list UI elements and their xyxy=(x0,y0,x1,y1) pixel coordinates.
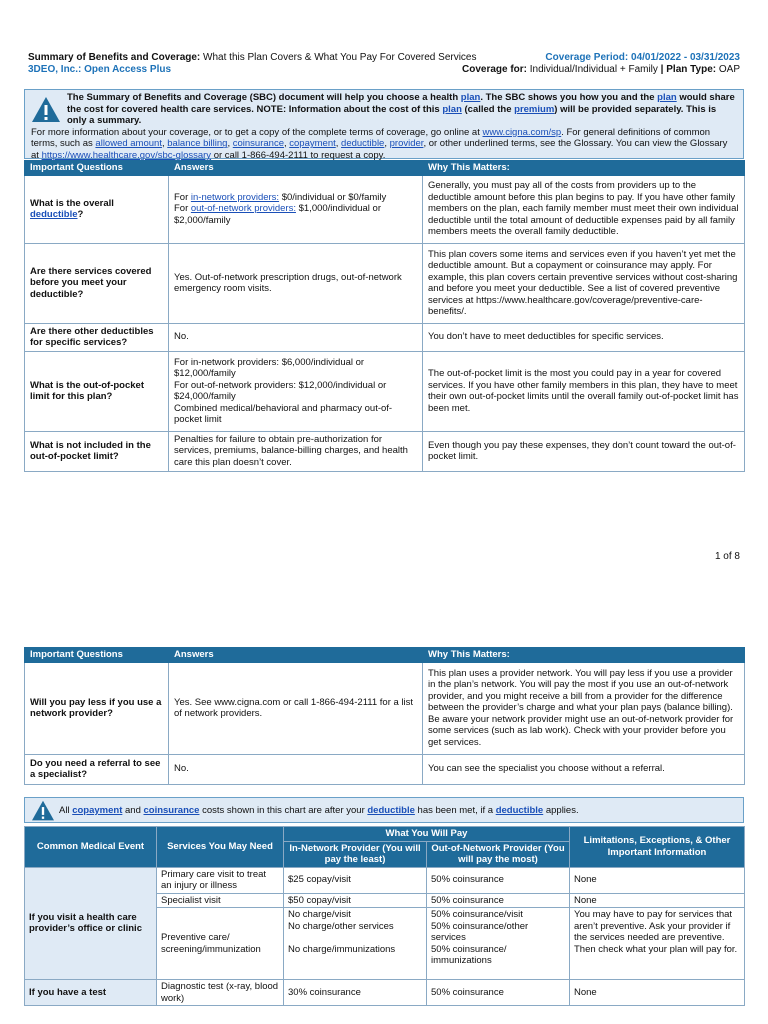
notice-part: ) will be provided separately. This is only a summary. xyxy=(67,103,717,127)
in-network-link[interactable]: in-network providers: xyxy=(190,191,280,203)
question-cell: Will you pay less if you use a network provider? xyxy=(25,662,169,754)
in-network-cost: $50 copay/visit xyxy=(284,893,427,908)
notice-text: The Summary of Benefits and Coverage (SBC) document will help you choose a health plan. The SBC shows you how you and the plan would share the cost for covered health care services. NOTE: Information about the cost of this plan (called the premium) will be provided separately. This is only a summary. For more information about your coverage, or to get a copy of the complete terms of coverage, go online at www.cigna.com/sp. For general definitions of common terms, such as allowed amount, balance billing, coinsurance, copayment, deductible, provider, or other underlined terms, see the Glossary. You can view the Glossary at https://www.healthcare.gov/sbc-glossary or call 1-866-494-2111 to request a copy. xyxy=(31,92,735,161)
why-cell: The out-of-pocket limit is the most you could pay in a year for covered services. If you have other family members in this plan, they have to meet their own out-of-pocket limits until the overall family out-of-pocket limit has been met. xyxy=(423,351,745,431)
page-number: 1 of 8 xyxy=(714,551,740,562)
col-header-event: Common Medical Event xyxy=(25,827,157,868)
copayment-link[interactable]: copayment xyxy=(72,805,123,816)
limitations-cell: You may have to pay for services that aren’t preventive. Ask your provider if the services needed are preventive. Then check what your plan will pay for. xyxy=(570,908,745,980)
premium-link[interactable]: premium xyxy=(514,103,555,115)
table-row xyxy=(25,980,745,1006)
important-questions-table-continued xyxy=(24,647,745,785)
table-row xyxy=(25,431,745,471)
sbc-notice xyxy=(24,89,744,159)
notice-part: (called the xyxy=(461,103,515,115)
col-header-what-you-pay: What You Will Pay xyxy=(284,827,570,842)
limitations-cell: None xyxy=(570,867,745,893)
table-row xyxy=(25,867,745,893)
answer-text: Combined medical/behavioral and pharmacy out-of-pocket limit xyxy=(174,402,393,425)
service-cell: Specialist visit xyxy=(157,893,284,908)
question-cell xyxy=(25,175,169,243)
plan-link[interactable]: plan xyxy=(442,103,462,115)
out-network-cost: 50% coinsurance xyxy=(427,980,570,1006)
in-network-cost: 30% coinsurance xyxy=(284,980,427,1006)
cost-line: 50% coinsurance/ immunizations xyxy=(431,943,507,966)
answer-text: For in-network providers: $6,000/individual or $12,000/family xyxy=(174,356,365,379)
notice-part: has been met, if a xyxy=(414,805,496,816)
col-header-limitations: Limitations, Exceptions, & Other Important Information xyxy=(570,827,745,868)
question-text: What is the overall xyxy=(30,197,114,209)
deductible-link[interactable]: deductible xyxy=(495,805,544,816)
cigna-sp-link[interactable]: www.cigna.com/sp xyxy=(482,126,562,138)
coverage-for-label: Coverage for: xyxy=(461,64,527,75)
notice-part: All xyxy=(59,805,73,816)
deductible-link[interactable]: deductible xyxy=(367,805,415,816)
glossary-link[interactable]: https://www.healthcare.gov/sbc-glossary xyxy=(41,149,212,161)
table-row xyxy=(25,175,745,243)
balance-billing-link[interactable]: balance billing xyxy=(167,138,228,150)
col-header-in-network: In-Network Provider (You will pay the least) xyxy=(284,841,427,867)
services-header-row xyxy=(25,827,745,842)
plan-link[interactable]: plan xyxy=(657,92,677,103)
answer-cell xyxy=(169,351,423,431)
question-cell: Are there other deductibles for specific services? xyxy=(25,323,169,351)
out-network-cost xyxy=(427,908,570,980)
table-header-row xyxy=(25,161,745,176)
provider-link[interactable]: provider xyxy=(389,138,424,150)
allowed-amount-link[interactable]: allowed amount xyxy=(95,138,162,150)
notice-part: The Summary of Benefits and Coverage (SBC) document will help you choose a health xyxy=(67,92,461,103)
answer-text: For out-of-network providers: $12,000/individual or $24,000/family xyxy=(174,379,387,402)
answer-text: $0/individual or $0/family xyxy=(279,191,387,203)
cost-notice xyxy=(24,797,744,823)
notice-part: , or other underlined terms, see the Glossary. You can view the Glossary at xyxy=(31,138,728,161)
col-header-answers: Answers xyxy=(169,648,423,663)
important-questions-table xyxy=(24,160,745,472)
limitations-cell: None xyxy=(570,980,745,1006)
coinsurance-link[interactable]: coinsurance xyxy=(143,805,200,816)
medical-event-cell: If you visit a health care provider’s office or clinic xyxy=(25,867,157,980)
notice-part: applies. xyxy=(543,805,579,816)
company-name: 3DEO, Inc. xyxy=(28,64,79,75)
question-cell: What is the out-of-pocket limit for this plan? xyxy=(25,351,169,431)
notice-part: or call 1-866-494-2111 to request a copy. xyxy=(211,149,386,161)
col-header-answers: Answers xyxy=(169,161,423,176)
col-header-why: Why This Matters: xyxy=(423,648,745,663)
service-cell: Preventive care/ screening/immunization xyxy=(157,908,284,980)
table-header-row xyxy=(25,648,745,663)
in-network-cost xyxy=(284,908,427,980)
in-network-cost: $25 copay/visit xyxy=(284,867,427,893)
answer-text: $1,000/individual or $2,000/family xyxy=(174,203,382,226)
why-cell: Generally, you must pay all of the costs from providers up to the deductible amount before this plan begins to pay. If you have other family members on the plan, each family member must meet their own individual deductible until the total amount of deductible expenses paid by all family members meets the overall family deductible. xyxy=(423,175,745,243)
question-text: ? xyxy=(77,209,84,220)
col-header-out-network: Out-of-Network Provider (You will pay the most) xyxy=(427,841,570,867)
why-cell: You don’t have to meet deductibles for specific services. xyxy=(423,323,745,351)
coinsurance-link[interactable]: coinsurance xyxy=(232,138,284,150)
why-cell: You can see the specialist you choose without a referral. xyxy=(423,754,745,784)
coverage-period: Coverage Period: 04/01/2022 - 03/31/2023 xyxy=(545,52,740,63)
warning-icon xyxy=(31,800,55,822)
notice-part: . For general definitions of common terms, such as xyxy=(31,126,711,150)
answer-cell: For in-network providers: $0/individual or $0/family For out-of-network providers: $1,000/individual or $2,000/family xyxy=(169,175,423,243)
answer-cell: Penalties for failure to obtain pre-authorization for services, premiums, balance-billing charges, and health care this plan doesn’t cover. xyxy=(169,431,423,471)
answer-cell: No. xyxy=(169,754,423,784)
notice-part: costs shown in this chart are after your xyxy=(199,805,368,816)
sbc-subtitle: What this Plan Covers & What You Pay For Covered Services xyxy=(200,52,477,63)
question-cell: What is not included in the out-of-pocket limit? xyxy=(25,431,169,471)
table-row xyxy=(25,243,745,323)
cost-line: No charge/visit xyxy=(288,909,351,920)
plan-type-value: OAP xyxy=(716,64,740,75)
notice-part: For more information about your coverage, or to get a copy of the complete terms of coverage, go online at xyxy=(31,126,483,138)
service-cell: Primary care visit to treat an injury or illness xyxy=(157,867,284,893)
deductible-link[interactable]: deductible xyxy=(341,138,385,150)
cost-line: 50% coinsurance/other services xyxy=(431,920,529,943)
limitations-cell: None xyxy=(570,893,745,908)
copayment-link[interactable]: copayment xyxy=(289,138,336,150)
cost-line: No charge/other services xyxy=(288,920,394,932)
why-cell: This plan covers some items and services even if you haven’t yet met the deductible amount. But a copayment or coinsurance may apply. For example, this plan covers certain preventive services without cost-sharing and before you meet your deductible. See a list of covered preventive services at https://www.healthcare.gov/coverage/preventive-care-benefits/. xyxy=(423,243,745,323)
coverage-for-value: Individual/Individual + Family xyxy=(527,64,658,75)
out-network-cost: 50% coinsurance xyxy=(427,867,570,893)
warning-icon xyxy=(31,96,61,124)
out-of-network-link[interactable]: out-of-network providers: xyxy=(190,203,296,215)
table-row xyxy=(25,754,745,784)
service-cell: Diagnostic test (x-ray, blood work) xyxy=(157,980,284,1006)
cost-line: No charge/immunizations xyxy=(288,944,396,955)
answer-cell: No. xyxy=(169,323,423,351)
medical-event-cell: If you have a test xyxy=(25,980,157,1006)
answer-cell: Yes. See www.cigna.com or call 1-866-494-2111 for a list of network providers. xyxy=(169,662,423,754)
table-row xyxy=(25,323,745,351)
plan-type-label: | Plan Type: xyxy=(657,64,717,75)
deductible-link[interactable]: deductible xyxy=(30,209,78,220)
table-row xyxy=(25,662,745,754)
cost-notice-text xyxy=(25,798,743,817)
header-left xyxy=(28,52,477,76)
why-cell: This plan uses a provider network. You will pay less if you use a provider in the plan’s network. You will pay the most if you use an out-of-network provider, and you might receive a bill from a provider for the difference between the provider’s charge and what your plan pays (balance billing). Be aware your network provider might use an out-of-network provider for some services (such as lab work). Check with your provider before you get services. xyxy=(423,662,745,754)
col-header-questions: Important Questions xyxy=(25,648,169,663)
header-right xyxy=(462,52,740,76)
why-cell: Even though you pay these expenses, they don’t count toward the out-of-pocket limit. xyxy=(423,431,745,471)
question-cell: Do you need a referral to see a specialist? xyxy=(25,754,169,784)
sbc-title: Summary of Benefits and Coverage: xyxy=(28,52,201,63)
col-header-why: Why This Matters: xyxy=(423,161,745,176)
out-network-cost: 50% coinsurance xyxy=(427,893,570,908)
notice-part: . The SBC shows you how you and the xyxy=(480,92,658,103)
notice-part: and xyxy=(122,805,144,816)
services-table xyxy=(24,826,745,1006)
cost-line: 50% coinsurance/visit xyxy=(431,909,523,920)
col-header-questions: Important Questions xyxy=(25,161,169,176)
answer-cell: Yes. Out-of-network prescription drugs, out-of-network emergency room visits. xyxy=(169,243,423,323)
col-header-services: Services You May Need xyxy=(157,827,284,868)
question-cell: Are there services covered before you meet your deductible? xyxy=(25,243,169,323)
table-row xyxy=(25,351,745,431)
plan-name: : Open Access Plus xyxy=(78,64,172,75)
notice-part: would share the cost for covered health care services. NOTE: Information about the cost of this xyxy=(67,92,735,115)
plan-link[interactable]: plan xyxy=(460,92,481,103)
